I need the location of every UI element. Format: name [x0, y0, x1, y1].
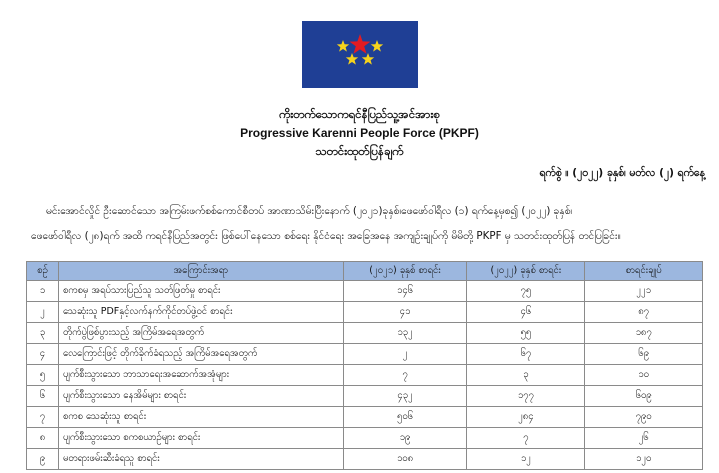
row-value-total: ၁၈၇ [585, 323, 703, 344]
row-number: ၆ [27, 386, 59, 407]
row-value-total: ၁၀ [585, 365, 703, 386]
row-description: စကစမှ အရပ်သားပြည်သူ သတ်ဖြတ်မှု စာရင်း [58, 281, 343, 302]
row-value-2021: ၁၉ [343, 428, 467, 449]
row-value-total: ၈၇ [585, 302, 703, 323]
row-value-2021: ၇ [343, 365, 467, 386]
row-value-2022: ၆၇ [467, 344, 585, 365]
intro-paragraph [31, 199, 705, 249]
row-value-total: ၆၉ [585, 344, 703, 365]
row-value-2021: ၄၃၂ [343, 386, 467, 407]
table-header-row [27, 262, 703, 281]
row-number: ၄ [27, 344, 59, 365]
row-number: ၅ [27, 365, 59, 386]
column-header-2021: (၂၀၂၁) ခုနှစ် စာရင်း [343, 262, 467, 281]
intro-line-1: မင်းအောင်လှိုင် ဦးဆောင်သော အကြမ်းဖက်စစ်ကောင်စီတပ် အာဏာသိမ်းပြီးနောက် (၂၀၂၁)ခုနှစ်၊ဖေဖော်ဝါရီလ (၁) ရက်နေ့မှစ၍ (၂၀၂၂) ခုနှစ်၊ [46, 205, 573, 217]
pkpf-flag [302, 21, 418, 88]
row-value-2021: ၂ [343, 344, 467, 365]
statement-date: ရက်စွဲ ။ (၂၀၂၂) ခုနှစ်၊ မတ်လ (၂) ရက်နေ့ [539, 167, 705, 179]
row-value-total: ၆၀၉ [585, 386, 703, 407]
table-row [27, 344, 703, 365]
row-value-total: ၂၂၁ [585, 281, 703, 302]
table-row [27, 323, 703, 344]
org-name-english: Progressive Karenni People Force (PKPF) [240, 126, 479, 140]
statement-title: သတင်းထုတ်ပြန်ချက် [315, 144, 404, 158]
row-value-2022: ၂၈၄ [467, 407, 585, 428]
column-header-2022: (၂၀၂၂) ခုနှစ် စာရင်း [467, 262, 585, 281]
table-row [27, 407, 703, 428]
row-value-total: ၂၆ [585, 428, 703, 449]
statistics-table [26, 261, 703, 470]
row-value-2021: ၁၀၈ [343, 449, 467, 470]
org-name-burmese: ကိုးတက်သောကရင်နီပြည်သူ့အင်အားစု [279, 107, 440, 121]
row-description: ပျက်စီးသွားသော နေအိမ်များ စာရင်း [58, 386, 343, 407]
row-value-total: ၇၉၀ [585, 407, 703, 428]
column-header-number: စဉ် [27, 262, 59, 281]
row-value-2022: ၃ [467, 365, 585, 386]
row-value-2022: ၅၅ [467, 323, 585, 344]
flag-graphic [302, 21, 418, 88]
row-number: ၁ [27, 281, 59, 302]
table-row [27, 386, 703, 407]
row-description: လေကြောင်းဖြင့် တိုက်ခိုက်ခံရသည့် အကြိမ်အရေအတွက် [58, 344, 343, 365]
table-row [27, 428, 703, 449]
row-value-2021: ၄၁ [343, 302, 467, 323]
row-description: စကစ သေဆုံးသူ စာရင်း [58, 407, 343, 428]
row-description: ပျက်စီးသွားသော ဘာသာရေးအဆောက်အအုံများ [58, 365, 343, 386]
row-value-2022: ၄၆ [467, 302, 585, 323]
intro-line-2: ဖေဖော်ဝါရီလ (၂၈)ရက် အထိ ကရင်နီပြည်အတွင်း ဖြစ်ပေါ်နေသော စစ်ရေး နိုင်ငံရေး အခြေအနေ အကျဉ်းချုပ်ကို မိမိတို့ PKPF မှ သတင်းထုတ်ပြန် တင်ပြခြင်း။ [31, 230, 621, 242]
row-value-total: ၁၂၀ [585, 449, 703, 470]
row-value-2021: ၅၀၆ [343, 407, 467, 428]
row-value-2021: ၁၃၂ [343, 323, 467, 344]
row-description: ပျက်စီးသွားသော စကစယာဉ်များ စာရင်း [58, 428, 343, 449]
row-description: တိုက်ပွဲဖြစ်ပွားသည့် အကြိမ်အရေအတွက် [58, 323, 343, 344]
table-row [27, 302, 703, 323]
row-number: ၉ [27, 449, 59, 470]
row-number: ၇ [27, 407, 59, 428]
row-number: ၂ [27, 302, 59, 323]
row-value-2022: ၁၂ [467, 449, 585, 470]
row-value-2022: ၇ [467, 428, 585, 449]
row-value-2021: ၁၄၆ [343, 281, 467, 302]
column-header-total: စာရင်းချုပ် [585, 262, 703, 281]
row-number: ၃ [27, 323, 59, 344]
table-row [27, 449, 703, 470]
row-value-2022: ၁၇၇ [467, 386, 585, 407]
table-row [27, 365, 703, 386]
row-description: သေဆုံးသူ PDFနှင့်လက်နက်ကိုင်တပ်ဖွဲ့ဝင် စာရင်း [58, 302, 343, 323]
column-header-description: အကြောင်းအရာ [58, 262, 343, 281]
row-value-2022: ၇၅ [467, 281, 585, 302]
table-row [27, 281, 703, 302]
row-number: ၈ [27, 428, 59, 449]
row-description: မတရားဖမ်းဆီးခံရသူ စာရင်း [58, 449, 343, 470]
